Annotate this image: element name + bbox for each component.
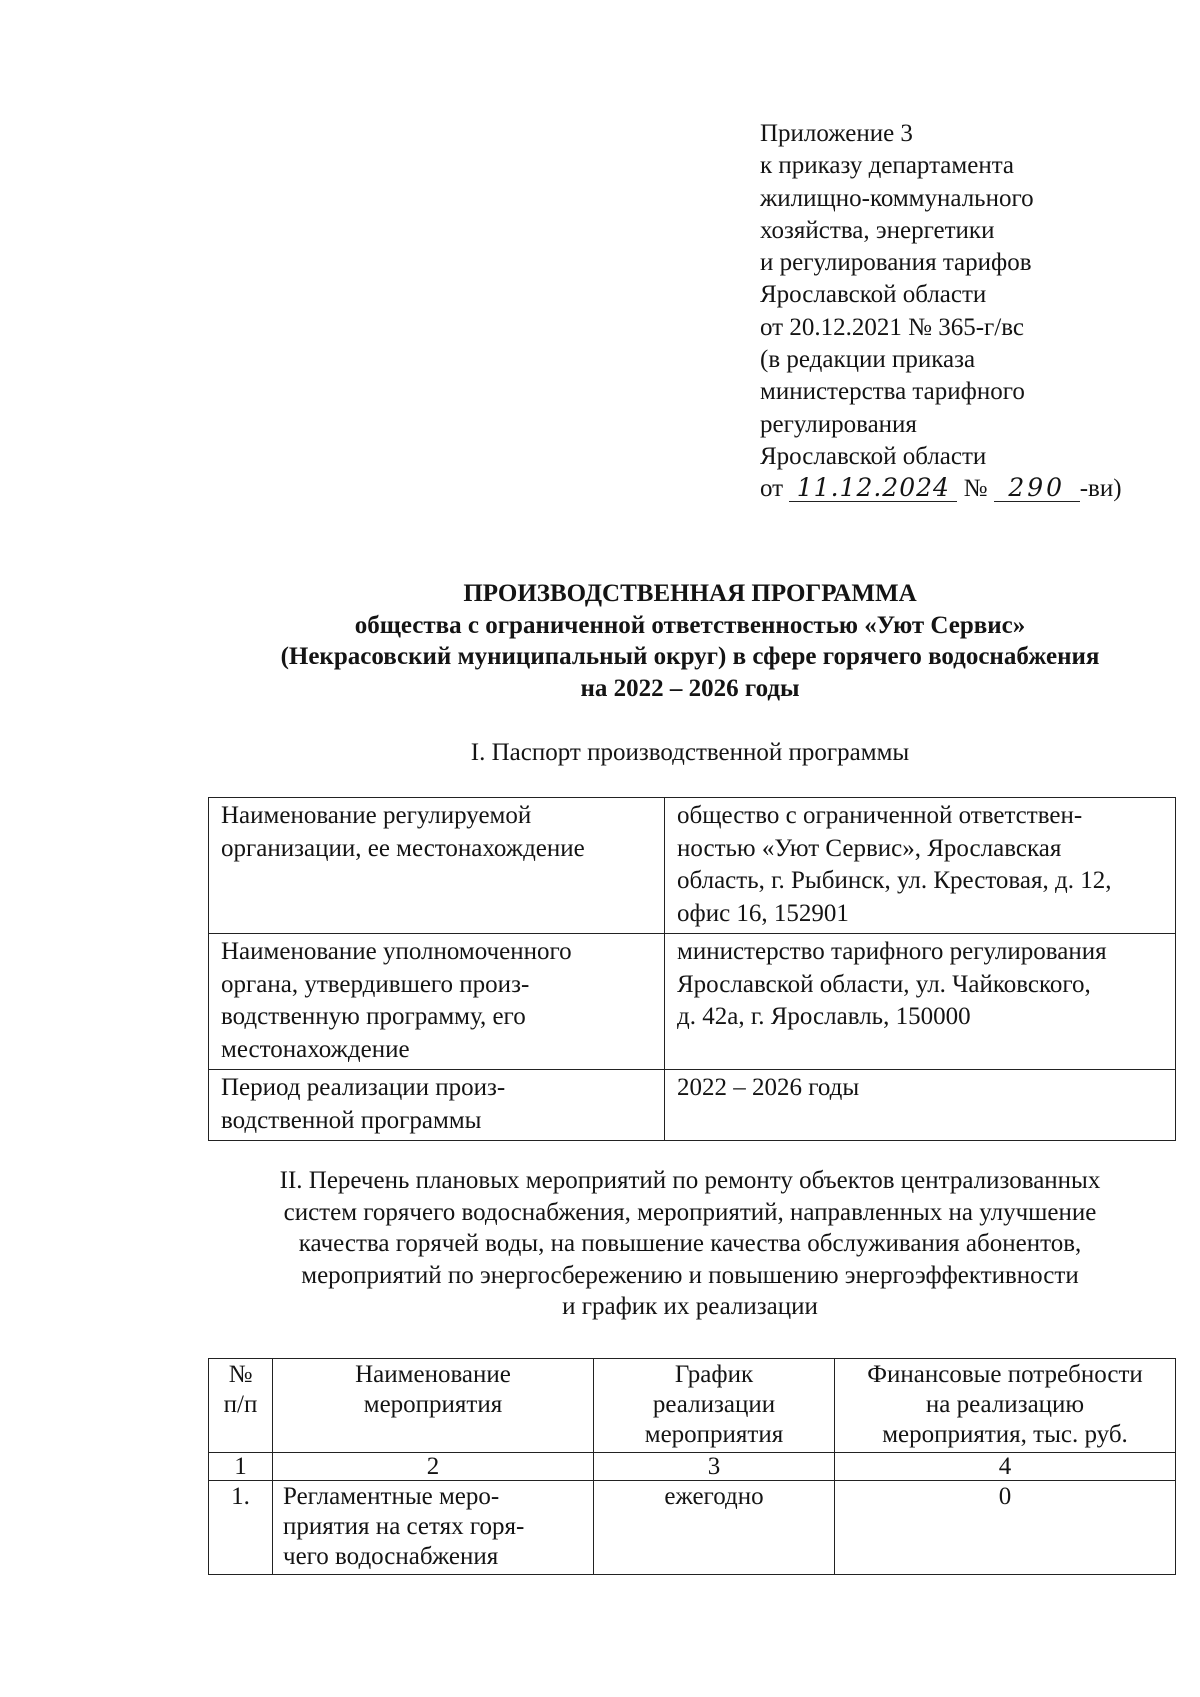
cell-line: чего водоснабжения [283, 1543, 499, 1570]
heading-line: мероприятий по энергосбережению и повышению энергоэффективности [301, 1261, 1079, 1289]
cell-line: мероприятия [644, 1421, 784, 1448]
appendix-block [760, 118, 1160, 506]
passport-value [665, 798, 1176, 934]
title-line: ПРОИЗВОДСТВЕННАЯ ПРОГРАММА [463, 580, 917, 607]
cell-line: реализации [652, 1391, 776, 1418]
cell-line: ностью «Уют Сервис», Ярославская [677, 834, 1062, 862]
appendix-line: министерства тарифного [760, 378, 1025, 406]
measure-cost: 0 [835, 1481, 1176, 1575]
handwritten-order-number: 290 [994, 475, 1080, 502]
handwritten-order-date: 11.12.2024 [789, 475, 957, 502]
table-header-row [209, 1359, 1176, 1453]
document-title [160, 578, 1200, 704]
passport-label [209, 934, 665, 1070]
passport-value [665, 934, 1176, 1070]
passport-label [209, 798, 665, 934]
passport-label [209, 1070, 665, 1141]
measures-table [208, 1358, 1176, 1575]
cell-line: п/п [223, 1391, 258, 1418]
cell-line: Наименование регулируемой [221, 802, 532, 829]
column-header [594, 1359, 835, 1453]
table-row [209, 1070, 1176, 1141]
cell-line: Финансовые потребности [867, 1361, 1143, 1388]
table-row [209, 934, 1176, 1070]
cell-line: График [674, 1361, 754, 1388]
appendix-line: от 20.12.2021 № 365-г/вс [760, 313, 1024, 341]
column-number: 1 [209, 1453, 273, 1481]
cell-line: № [228, 1361, 253, 1388]
title-line: на 2022 – 2026 годы [580, 674, 800, 702]
cell-line: органа, утвердившего произ- [221, 970, 530, 998]
appendix-order-line [760, 473, 1160, 505]
order-prefix: от [760, 475, 784, 503]
row-number: 1. [209, 1481, 273, 1575]
appendix-line: жилищно-коммунального [760, 184, 1034, 212]
section2-heading [180, 1165, 1200, 1323]
section1-heading: I. Паспорт производственной программы [470, 739, 910, 766]
heading-line: и график их реализации [562, 1293, 818, 1320]
measure-schedule: ежегодно [594, 1481, 835, 1575]
column-header [835, 1359, 1176, 1453]
cell-line: местонахождение [221, 1035, 410, 1063]
column-number: 3 [594, 1453, 835, 1481]
number-sign: № [963, 475, 988, 503]
heading-line: II. Перечень плановых мероприятий по ремонту объектов централизованных [279, 1167, 1101, 1194]
cell-line: приятия на сетях горя- [283, 1513, 525, 1540]
cell-line: мероприятия, тыс. руб. [882, 1421, 1128, 1448]
appendix-line: к приказу департамента [760, 152, 1015, 180]
cell-line: на реализацию [925, 1391, 1085, 1418]
measure-name [273, 1481, 594, 1575]
cell-line: д. 42а, г. Ярославль, 150000 [677, 1003, 971, 1030]
cell-line: Регламентные меро- [283, 1483, 500, 1510]
cell-line: офис 16, 152901 [677, 899, 849, 927]
table-row [209, 1481, 1176, 1575]
cell-line: водственную программу, его [221, 1003, 526, 1030]
cell-line: Наименование [355, 1361, 511, 1388]
heading-line: качества горячей воды, на повышение качества обслуживания абонентов, [298, 1230, 1082, 1257]
column-header [273, 1359, 594, 1453]
cell-line: Период реализации произ- [221, 1074, 506, 1101]
appendix-line: хозяйства, энергетики [760, 216, 995, 244]
cell-line: 2022 – 2026 годы [677, 1074, 860, 1101]
appendix-line: и регулирования тарифов [760, 249, 1032, 277]
appendix-line: Приложение 3 [760, 120, 913, 147]
order-suffix: -ви) [1079, 475, 1122, 503]
passport-value [665, 1070, 1176, 1141]
cell-line: область, г. Рыбинск, ул. Крестовая, д. 12, [677, 867, 1112, 894]
column-number: 2 [273, 1453, 594, 1481]
appendix-line: (в редакции приказа [760, 346, 976, 374]
title-line: (Некрасовский муниципальный округ) в сфере горячего водоснабжения [280, 643, 1100, 670]
cell-line: мероприятия [363, 1391, 503, 1418]
table-row [209, 798, 1176, 934]
cell-line: Ярославской области, ул. Чайковского, [677, 970, 1091, 998]
cell-line: организации, ее местонахождение [221, 834, 585, 862]
cell-line: общество с ограниченной ответствен- [677, 802, 1083, 829]
cell-line: Наименование уполномоченного [221, 938, 572, 965]
passport-table [208, 797, 1176, 1141]
appendix-line: Ярославской области [760, 442, 987, 470]
column-number: 4 [835, 1453, 1176, 1481]
title-line: общества с ограниченной ответственностью «Уют Сервис» [354, 611, 1026, 639]
appendix-line: Ярославской области [760, 281, 987, 309]
cell-line: водственной программы [221, 1106, 482, 1134]
column-number-row [209, 1453, 1176, 1481]
heading-line: систем горячего водоснабжения, мероприятий, направленных на улучшение [283, 1198, 1097, 1226]
cell-line: министерство тарифного регулирования [677, 938, 1107, 965]
appendix-line: регулирования [760, 410, 917, 438]
column-header [209, 1359, 273, 1453]
